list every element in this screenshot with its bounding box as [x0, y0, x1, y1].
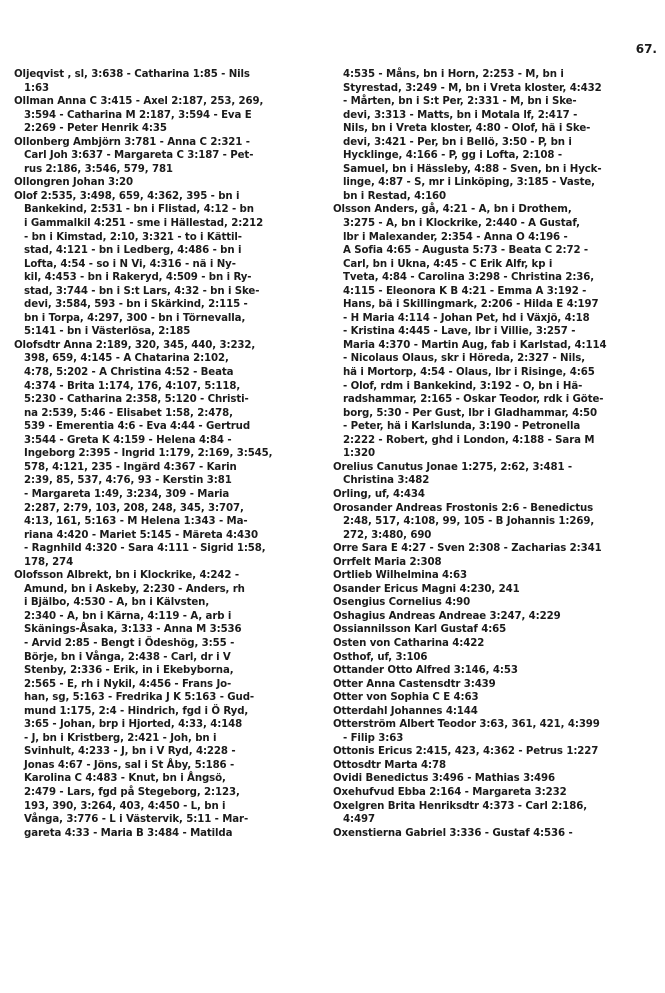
index-line: kil, 4:453 - bn i Rakeryd, 4:509 - bn i Ry-: [24, 272, 252, 284]
index-line: 1:63: [24, 82, 49, 94]
index-line: Otterdahl Johannes 4:144: [333, 705, 478, 717]
index-line: Christina 3:482: [343, 475, 430, 487]
index-line: Vånga, 3:776 - L i Västervik, 5:11 - Mar-: [24, 814, 249, 826]
index-line: rus 2:186, 3:546, 579, 781: [24, 163, 173, 175]
index-line: Osten von Catharina 4:422: [333, 637, 485, 649]
index-line: Olofsson Albrekt, bn i Klockrike, 4:242 -: [14, 570, 239, 582]
index-line: radshammar, 2:165 - Oskar Teodor, rdk i Göte-: [343, 394, 604, 406]
right-column: [333, 68, 645, 840]
index-line: 2:340 - A, bn i Kärna, 4:119 - A, arb i: [24, 610, 232, 622]
index-line: 4:497: [343, 814, 375, 826]
index-line: 3:65 - Johan, brp i Hjorted, 4:33, 4:148: [24, 719, 243, 731]
index-line: Carl Joh 3:637 - Margareta C 3:187 - Pet-: [24, 150, 254, 162]
index-line: Maria 4:370 - Martin Aug, fab i Karlstad, 4:114: [343, 339, 607, 351]
index-line: Skänings-Åsaka, 3:133 - Anna M 3:536: [24, 624, 242, 636]
index-line: Ollonberg Ambjörn 3:781 - Anna C 2:321 -: [14, 136, 250, 148]
index-line: - Margareta 1:49, 3:234, 309 - Maria: [24, 488, 230, 500]
index-line: 3:544 - Greta K 4:159 - Helena 4:84 -: [24, 434, 232, 446]
index-line: Otter Anna Castensdtr 3:439: [333, 678, 496, 690]
index-line: 4:535 - Måns, bn i Horn, 2:253 - M, bn i: [343, 69, 564, 80]
page-number: 67.: [635, 42, 657, 56]
index-line: lbr i Malexander, 2:354 - Anna O 4:196 -: [343, 231, 568, 243]
index-line: i Gammalkil 4:251 - sme i Hällestad, 2:212: [24, 218, 264, 230]
index-line: - Ragnhild 4:320 - Sara 4:111 - Sigrid 1:58,: [24, 543, 266, 555]
index-line: gareta 4:33 - Maria B 3:484 - Matilda: [24, 827, 233, 839]
index-line: riana 4:420 - Mariet 5:145 - Märeta 4:430: [24, 529, 258, 541]
index-line: Ossiannilsson Karl Gustaf 4:65: [333, 624, 507, 636]
index-line: 4:115 - Eleonora K B 4:21 - Emma A 3:192 -: [343, 285, 587, 297]
index-line: 193, 390, 3:264, 403, 4:450 - L, bn i: [24, 800, 226, 812]
left-column: [14, 68, 322, 840]
index-line: - Nicolaus Olaus, skr i Höreda, 2:327 - Nils,: [343, 353, 586, 365]
index-line: hä i Mortorp, 4:54 - Olaus, lbr i Risinge, 4:65: [343, 367, 595, 379]
index-line: 2:39, 85, 537, 4:76, 93 - Kerstin 3:81: [24, 475, 232, 487]
index-line: Hycklinge, 4:166 - P, gg i Lofta, 2:108 -: [343, 150, 562, 162]
index-line: Orling, uf, 4:434: [333, 488, 425, 500]
index-line: Orrfelt Maria 2:308: [333, 556, 442, 568]
index-line: Amund, bn i Askeby, 2:230 - Anders, rh: [24, 583, 245, 595]
index-line: Samuel, bn i Hässleby, 4:88 - Sven, bn i Hyck-: [343, 163, 602, 175]
index-line: na 2:539, 5:46 - Elisabet 1:58, 2:478,: [24, 407, 233, 419]
index-line: Oshagius Andreas Andreae 3:247, 4:229: [333, 610, 561, 622]
index-line: - bn i Kimstad, 2:10, 3:321 - to i Kättil-: [24, 231, 242, 243]
index-line: devi, 3:584, 593 - bn i Skärkind, 2:115 -: [24, 299, 248, 311]
index-line: Ovidi Benedictus 3:496 - Mathias 3:496: [333, 773, 556, 785]
index-line: - Olof, rdm i Bankekind, 3:192 - O, bn i Hä-: [343, 380, 583, 392]
index-line: Ortlieb Wilhelmina 4:63: [333, 570, 467, 582]
index-line: Börje, bn i Vånga, 2:438 - Carl, dr i V: [24, 651, 231, 663]
index-line: Svinhult, 4:233 - J, bn i V Ryd, 4:228 -: [24, 746, 236, 758]
index-line: 2:269 - Peter Henrik 4:35: [24, 123, 167, 135]
index-line: devi, 3:313 - Matts, bn i Motala lf, 2:417 -: [343, 109, 578, 121]
index-line: Olof 2:535, 3:498, 659, 4:362, 395 - bn i: [14, 190, 240, 202]
index-line: han, sg, 5:163 - Fredrika J K 5:163 - Gud-: [24, 692, 255, 704]
index-line: Osander Ericus Magni 4:230, 241: [333, 583, 520, 595]
index-line: 3:275 - A, bn i Klockrike, 2:440 - A Gustaf,: [343, 218, 580, 230]
index-line: Styrestad, 3:249 - M, bn i Vreta kloster, 4:432: [343, 82, 602, 94]
index-line: 1:320: [343, 448, 375, 460]
index-line: Orosander Andreas Frostonis 2:6 - Benedictus: [333, 502, 594, 514]
index-line: Olofsdtr Anna 2:189, 320, 345, 440, 3:232,: [14, 339, 256, 351]
index-line: Stenby, 2:336 - Erik, in i Ekebyborna,: [24, 665, 234, 677]
index-line: Orre Sara E 4:27 - Sven 2:308 - Zacharias 2:341: [333, 543, 602, 555]
index-line: 2:565 - E, rh i Nykil, 4:456 - Frans Jo-: [24, 678, 232, 690]
index-line: stad, 3:744 - bn i S:t Lars, 4:32 - bn i Ske-: [24, 285, 260, 297]
index-line: bn i Torpa, 4:297, 300 - bn i Törnevalla,: [24, 312, 246, 324]
index-line: Lofta, 4:54 - so i N Vi, 4:316 - nä i Ny-: [24, 258, 236, 270]
index-line: 539 - Emerentia 4:6 - Eva 4:44 - Gertrud: [24, 421, 251, 433]
index-line: bn i Restad, 4:160: [343, 190, 447, 202]
index-line: Osthof, uf, 3:106: [333, 651, 428, 663]
index-line: 2:287, 2:79, 103, 208, 248, 345, 3:707,: [24, 502, 244, 514]
index-line: Oxenstierna Gabriel 3:336 - Gustaf 4:536 -: [333, 827, 573, 839]
index-line: 5:141 - bn i Västerlösa, 2:185: [24, 326, 191, 338]
index-line: Bankekind, 2:531 - bn i Flistad, 4:12 - bn: [24, 204, 254, 216]
index-line: - Peter, hä i Karlslunda, 3:190 - Petronella: [343, 421, 581, 433]
index-line: Osengius Cornelius 4:90: [333, 597, 471, 609]
index-line: - Arvid 2:85 - Bengt i Ödeshög, 3:55 -: [24, 637, 235, 649]
index-line: - J, bn i Kristberg, 2:421 - Joh, bn i: [24, 732, 217, 744]
index-line: linge, 4:87 - S, mr i Linköping, 3:185 - Vaste,: [343, 177, 595, 189]
index-line: Tveta, 4:84 - Carolina 3:298 - Christina 2:36,: [343, 272, 595, 284]
index-line: Carl, bn i Ukna, 4:45 - C Erik Alfr, kp i: [343, 258, 553, 270]
index-line: Ollongren Johan 3:20: [14, 177, 133, 189]
index-line: 4:78, 5:202 - A Christina 4:52 - Beata: [24, 367, 234, 379]
index-line: Otter von Sophia C E 4:63: [333, 692, 479, 704]
index-line: 2:479 - Lars, fgd på Stegeborg, 2:123,: [24, 786, 240, 798]
index-line: 2:222 - Robert, ghd i London, 4:188 - Sara M: [343, 434, 595, 446]
index-line: - H Maria 4:114 - Johan Pet, hd i Växjö, 4:18: [343, 312, 590, 324]
index-line: 4:374 - Brita 1:174, 176, 4:107, 5:118,: [24, 380, 241, 392]
index-line: Ottosdtr Marta 4:78: [333, 759, 446, 771]
index-line: - Filip 3:63: [343, 732, 404, 744]
index-line: - Kristina 4:445 - Lave, lbr i Villie, 3:257 -: [343, 326, 576, 338]
index-line: borg, 5:30 - Per Gust, lbr i Gladhammar, 4:50: [343, 407, 598, 419]
index-line: Nils, bn i Vreta kloster, 4:80 - Olof, hä i Ske-: [343, 123, 591, 135]
index-line: 3:594 - Catharina M 2:187, 3:594 - Eva E: [24, 109, 252, 121]
index-line: A Sofia 4:65 - Augusta 5:73 - Beata C 2:72 -: [343, 245, 589, 257]
index-line: Oxehufvud Ebba 2:164 - Margareta 3:232: [333, 786, 567, 798]
index-line: Ingeborg 2:395 - Ingrid 1:179, 2:169, 3:545,: [24, 448, 273, 460]
index-line: 272, 3:480, 690: [343, 529, 432, 541]
index-line: Karolina C 4:483 - Knut, bn i Ångsö,: [24, 773, 226, 785]
index-line: 2:48, 517, 4:108, 99, 105 - B Johannis 1:269,: [343, 516, 595, 528]
index-line: Ottonis Ericus 2:415, 423, 4:362 - Petrus 1:227: [333, 746, 599, 758]
index-line: Hans, bä i Skillingmark, 2:206 - Hilda E 4:197: [343, 299, 599, 311]
index-line: 5:230 - Catharina 2:358, 5:120 - Christi-: [24, 394, 249, 406]
index-line: devi, 3:421 - Per, bn i Bellö, 3:50 - P, bn i: [343, 136, 572, 148]
index-line: Jonas 4:67 - Jöns, sal i St Åby, 5:186 -: [24, 759, 235, 771]
index-line: Oljeqvist , sl, 3:638 - Catharina 1:85 - Nils: [14, 69, 250, 80]
index-line: 578, 4:121, 235 - Ingärd 4:367 - Karin: [24, 461, 237, 473]
index-line: Ottander Otto Alfred 3:146, 4:53: [333, 665, 518, 677]
index-line: Olsson Anders, gå, 4:21 - A, bn i Drothem,: [333, 204, 572, 216]
index-line: Orelius Canutus Jonae 1:275, 2:62, 3:481 -: [333, 461, 573, 473]
index-line: Oxelgren Brita Henriksdtr 4:373 - Carl 2:186,: [333, 800, 587, 812]
index-line: mund 1:175, 2:4 - Hindrich, fgd i Ö Ryd,: [24, 705, 249, 717]
index-line: stad, 4:121 - bn i Ledberg, 4:486 - bn i: [24, 245, 242, 257]
index-line: Ollman Anna C 3:415 - Axel 2:187, 253, 269,: [14, 96, 264, 108]
index-line: Otterström Albert Teodor 3:63, 361, 421, 4:399: [333, 719, 600, 731]
index-line: i Bjälbo, 4:530 - A, bn i Kälvsten,: [24, 597, 210, 609]
index-line: 398, 659, 4:145 - A Chatarina 2:102,: [24, 353, 229, 365]
index-line: - Mårten, bn i S:t Per, 2:331 - M, bn i Ske-: [343, 96, 577, 108]
index-line: 178, 274: [24, 556, 74, 568]
index-line: 4:13, 161, 5:163 - M Helena 1:343 - Ma-: [24, 516, 248, 528]
